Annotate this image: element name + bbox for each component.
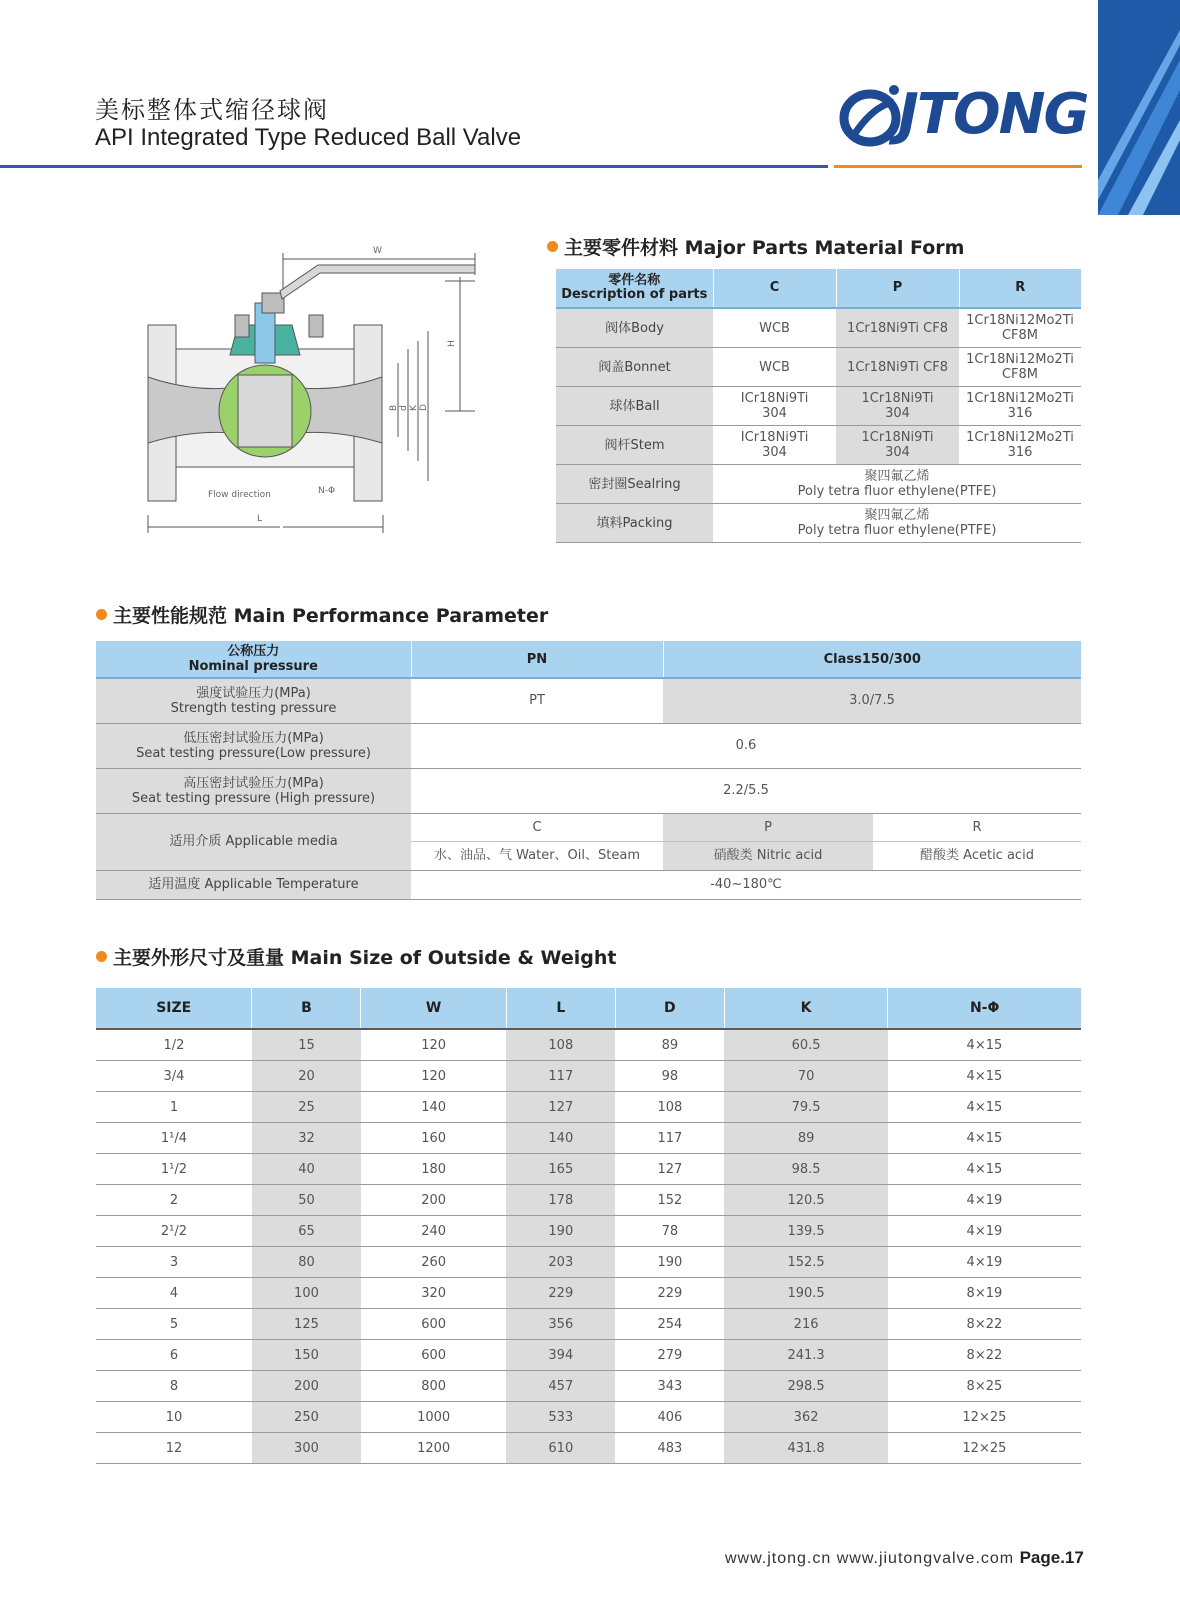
table-cell: 8×22 <box>888 1340 1081 1371</box>
table-cell: 279 <box>615 1340 724 1371</box>
performance-table <box>96 641 1081 900</box>
table-cell: 4×15 <box>888 1092 1081 1123</box>
table-cell: 98.5 <box>724 1154 887 1185</box>
logo-swirl-icon <box>844 85 899 142</box>
dim-label-w: W <box>373 246 382 256</box>
table-row <box>96 1185 1081 1216</box>
table-cell: 10 <box>96 1402 252 1433</box>
table-row <box>96 1061 1081 1092</box>
table-cell: 89 <box>724 1123 887 1154</box>
table-cell: 600 <box>361 1309 506 1340</box>
table-row <box>96 1154 1081 1185</box>
table-cell: 78 <box>615 1216 724 1247</box>
table-row: 阀杆Stem ICr18Ni9Ti 304 1Cr18Ni9Ti 304 1Cr18Ni12Mo2Ti 316 <box>556 426 1081 465</box>
table-cell: 200 <box>252 1371 361 1402</box>
table-cell: 117 <box>615 1123 724 1154</box>
n-phi-label: N-Φ <box>318 486 336 496</box>
table-row <box>96 1247 1081 1278</box>
table-cell: 800 <box>361 1371 506 1402</box>
table-cell: 356 <box>506 1309 615 1340</box>
table-cell: 229 <box>615 1278 724 1309</box>
footer <box>725 1548 1084 1568</box>
dim-label-dd: D <box>419 404 429 411</box>
table-row: 阀体Body WCB 1Cr18Ni9Ti CF8 1Cr18Ni12Mo2Ti CF8M <box>556 308 1081 348</box>
table-cell: 160 <box>361 1123 506 1154</box>
dim-label-h: H <box>447 340 457 347</box>
table-cell: 12×25 <box>888 1402 1081 1433</box>
table-cell: 8×19 <box>888 1278 1081 1309</box>
table-row <box>96 1340 1081 1371</box>
corner-decoration <box>1098 0 1180 215</box>
table-header-row <box>96 641 1081 678</box>
table-cell: 4×15 <box>888 1029 1081 1061</box>
table-cell: 240 <box>361 1216 506 1247</box>
table-cell: 300 <box>252 1433 361 1464</box>
table-cell: 140 <box>361 1092 506 1123</box>
table-cell: 4×19 <box>888 1216 1081 1247</box>
table-cell: 152 <box>615 1185 724 1216</box>
materials-table <box>556 269 1081 543</box>
column-header-p: P <box>836 269 959 308</box>
table-cell: 3 <box>96 1247 252 1278</box>
table-row: 强度试验压力(MPa) Strength testing pressure PT 3.0/7.5 <box>96 678 1081 723</box>
table-cell: 150 <box>252 1340 361 1371</box>
table-cell: 120 <box>361 1029 506 1061</box>
table-cell: 1200 <box>361 1433 506 1464</box>
table-cell: 127 <box>615 1154 724 1185</box>
dim-label-b: B <box>389 404 399 411</box>
table-cell: 8×22 <box>888 1309 1081 1340</box>
table-cell: 203 <box>506 1247 615 1278</box>
table-cell: 250 <box>252 1402 361 1433</box>
column-header-pn: PN <box>411 641 663 678</box>
table-cell: 100 <box>252 1278 361 1309</box>
table-row <box>96 1371 1081 1402</box>
table-cell: 12 <box>96 1433 252 1464</box>
table-header-row <box>96 988 1081 1029</box>
performance-section-title: 主要性能规范 Main Performance Parameter <box>96 601 548 628</box>
table-cell: 241.3 <box>724 1340 887 1371</box>
table-cell: 120.5 <box>724 1185 887 1216</box>
table-cell: 1/2 <box>96 1029 252 1061</box>
table-row: 适用温度 Applicable Temperature -40~180℃ <box>96 870 1081 899</box>
bullet-dot-icon <box>96 609 107 620</box>
dim-label-l: L <box>257 514 263 524</box>
table-cell: 406 <box>615 1402 724 1433</box>
column-header-k: K <box>724 988 887 1029</box>
table-row: 高压密封试验压力(MPa) Seat testing pressure (High pressure) 2.2/5.5 <box>96 768 1081 813</box>
table-row <box>96 1092 1081 1123</box>
table-cell: 1¹/2 <box>96 1154 252 1185</box>
table-cell: 200 <box>361 1185 506 1216</box>
dim-label-d: d <box>399 405 409 411</box>
table-cell: 65 <box>252 1216 361 1247</box>
table-cell: 431.8 <box>724 1433 887 1464</box>
column-header-d: D <box>615 988 724 1029</box>
table-row: 密封圈Sealring 聚四氟乙烯 Poly tetra fluor ethylene(PTFE) <box>556 465 1081 504</box>
table-cell: 4×19 <box>888 1247 1081 1278</box>
table-row <box>96 1433 1081 1464</box>
table-row <box>96 1309 1081 1340</box>
table-cell: 50 <box>252 1185 361 1216</box>
table-cell: 260 <box>361 1247 506 1278</box>
table-row: 水、油品、气 Water、Oil、Steam 硝酸类 Nitric acid 醋酸类 Acetic acid <box>96 841 1081 870</box>
column-header-size: SIZE <box>96 988 252 1029</box>
table-cell: 98 <box>615 1061 724 1092</box>
table-cell: 8×25 <box>888 1371 1081 1402</box>
table-cell: 533 <box>506 1402 615 1433</box>
valve-drawing <box>140 245 485 540</box>
table-cell: 600 <box>361 1340 506 1371</box>
table-cell: 108 <box>615 1092 724 1123</box>
header-rule-orange <box>834 165 1082 168</box>
table-cell: 483 <box>615 1433 724 1464</box>
table-cell: 60.5 <box>724 1029 887 1061</box>
table-cell: 190 <box>615 1247 724 1278</box>
table-cell: 178 <box>506 1185 615 1216</box>
bullet-dot-icon <box>547 241 558 252</box>
table-cell: 320 <box>361 1278 506 1309</box>
bullet-dot-icon <box>96 951 107 962</box>
table-cell: 79.5 <box>724 1092 887 1123</box>
table-row <box>96 1402 1081 1433</box>
table-cell: 298.5 <box>724 1371 887 1402</box>
table-row: 低压密封试验压力(MPa) Seat testing pressure(Low pressure) 0.6 <box>96 723 1081 768</box>
table-cell: 190.5 <box>724 1278 887 1309</box>
table-cell: 190 <box>506 1216 615 1247</box>
table-row <box>96 1278 1081 1309</box>
table-cell: 4×15 <box>888 1154 1081 1185</box>
table-cell: 1000 <box>361 1402 506 1433</box>
table-cell: 2¹/2 <box>96 1216 252 1247</box>
table-cell: 362 <box>724 1402 887 1433</box>
column-header-r: R <box>959 269 1081 308</box>
header-rule-blue <box>0 165 828 168</box>
column-header-nominal: 公称压力 Nominal pressure <box>96 641 411 678</box>
table-cell: 80 <box>252 1247 361 1278</box>
table-cell: 4×15 <box>888 1061 1081 1092</box>
table-cell: 8 <box>96 1371 252 1402</box>
table-row: 填料Packing 聚四氟乙烯 Poly tetra fluor ethylene(PTFE) <box>556 504 1081 543</box>
table-cell: 1 <box>96 1092 252 1123</box>
table-cell: 70 <box>724 1061 887 1092</box>
table-row <box>96 1216 1081 1247</box>
column-header-c: C <box>713 269 836 308</box>
table-cell: 610 <box>506 1433 615 1464</box>
table-cell: 120 <box>361 1061 506 1092</box>
column-header-b: B <box>252 988 361 1029</box>
table-cell: 89 <box>615 1029 724 1061</box>
flow-direction-label: Flow direction <box>208 490 271 500</box>
table-cell: 139.5 <box>724 1216 887 1247</box>
table-cell: 6 <box>96 1340 252 1371</box>
table-cell: 229 <box>506 1278 615 1309</box>
table-cell: 117 <box>506 1061 615 1092</box>
table-cell: 127 <box>506 1092 615 1123</box>
table-row: 球体Ball ICr18Ni9Ti 304 1Cr18Ni9Ti 304 1Cr18Ni12Mo2Ti 316 <box>556 387 1081 426</box>
table-row: 阀盖Bonnet WCB 1Cr18Ni9Ti CF8 1Cr18Ni12Mo2Ti CF8M <box>556 348 1081 387</box>
table-cell: 20 <box>252 1061 361 1092</box>
table-cell: 4 <box>96 1278 252 1309</box>
table-cell: 254 <box>615 1309 724 1340</box>
table-cell: 180 <box>361 1154 506 1185</box>
table-cell: 15 <box>252 1029 361 1061</box>
table-cell: 32 <box>252 1123 361 1154</box>
column-header-parts: 零件名称 Description of parts <box>556 269 713 308</box>
table-cell: 4×19 <box>888 1185 1081 1216</box>
table-cell: 2 <box>96 1185 252 1216</box>
table-cell: 108 <box>506 1029 615 1061</box>
table-cell: 152.5 <box>724 1247 887 1278</box>
table-cell: 4×15 <box>888 1123 1081 1154</box>
table-row: 适用介质 Applicable media C P R <box>96 813 1081 841</box>
table-cell: 343 <box>615 1371 724 1402</box>
table-row <box>96 1123 1081 1154</box>
table-cell: 3/4 <box>96 1061 252 1092</box>
column-header-class: Class150/300 <box>663 641 1081 678</box>
table-cell: 1¹/4 <box>96 1123 252 1154</box>
page-title-cn: 美标整体式缩径球阀 <box>95 96 329 124</box>
table-cell: 165 <box>506 1154 615 1185</box>
dim-label-k: K <box>409 405 419 411</box>
materials-section-title: 主要零件材料 Major Parts Material Form <box>547 233 964 260</box>
table-cell: 40 <box>252 1154 361 1185</box>
page-number: Page.17 <box>1019 1548 1084 1567</box>
table-cell: 394 <box>506 1340 615 1371</box>
table-header-row <box>556 269 1081 308</box>
sizes-section-title: 主要外形尺寸及重量 Main Size of Outside & Weight <box>96 943 616 970</box>
footer-websites[interactable]: www.jtong.cn www.jiutongvalve.com <box>725 1550 1015 1567</box>
table-cell: 125 <box>252 1309 361 1340</box>
table-cell: 12×25 <box>888 1433 1081 1464</box>
page-title-en: API Integrated Type Reduced Ball Valve <box>95 124 522 151</box>
table-cell: 457 <box>506 1371 615 1402</box>
logo-wordmark: JTONG <box>898 82 1088 147</box>
table-cell: 216 <box>724 1309 887 1340</box>
table-row <box>96 1029 1081 1061</box>
column-header-n-phi: N-Φ <box>888 988 1081 1029</box>
table-cell: 140 <box>506 1123 615 1154</box>
sizes-table <box>96 988 1081 1464</box>
table-cell: 5 <box>96 1309 252 1340</box>
column-header-w: W <box>361 988 506 1029</box>
table-cell: 25 <box>252 1092 361 1123</box>
column-header-l: L <box>506 988 615 1029</box>
